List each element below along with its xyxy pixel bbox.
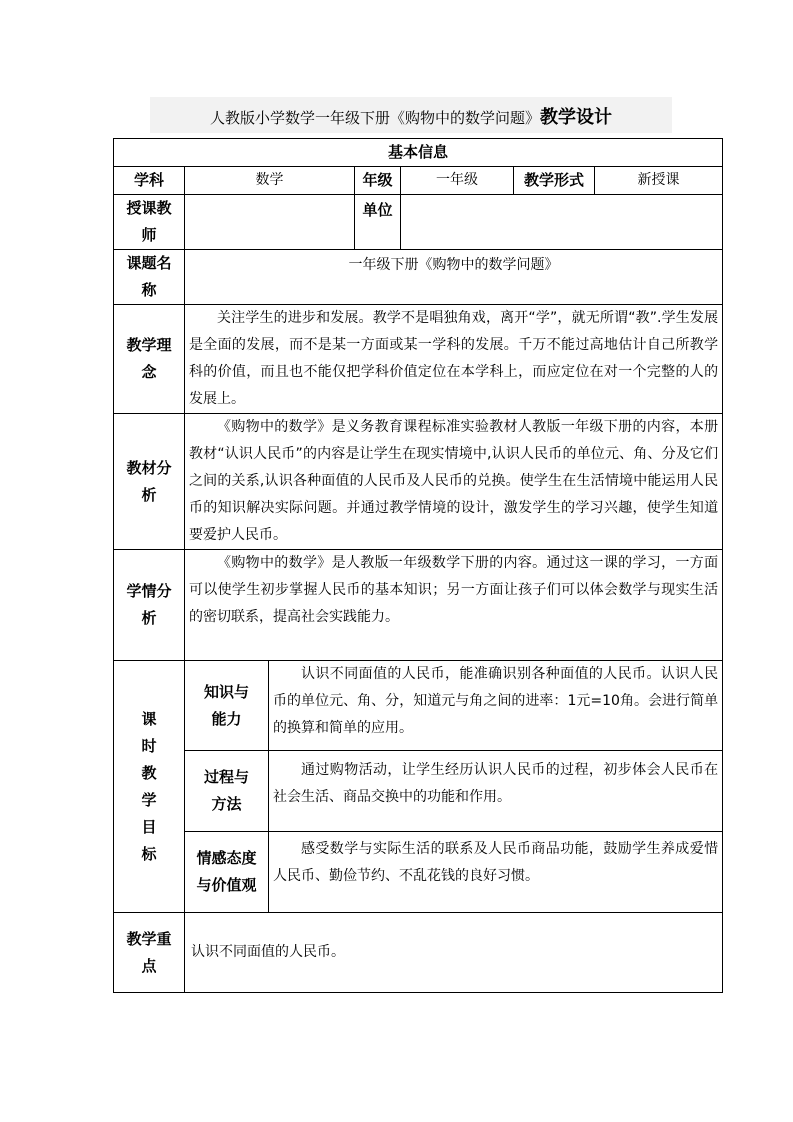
concept-row: [114, 305, 723, 414]
objectives-label-char: 时: [141, 736, 157, 755]
concept-label: 教学理念: [114, 305, 185, 414]
objective-row-attitude: [114, 832, 723, 913]
objective-attitude-cell: [269, 832, 723, 913]
teacher-value: [185, 195, 355, 250]
concept-cell: [185, 305, 723, 414]
objectives-label: [114, 661, 185, 913]
subject-row: [114, 167, 723, 195]
teacher-label: 授课教师: [114, 195, 185, 250]
material-cell: [185, 414, 723, 550]
objective-process-text: 通过购物活动，让学生经历认识人民币的过程，初步体会人民币在社会生活、商品交换中的功能和作用。: [273, 762, 719, 805]
material-text: 《购物中的数学》是义务教育课程标准实验教材人教版一年级下册的内容，本册教材“认识人民币”的内容是让学生在现实情境中,认识人民币的单位元、角、分及它们之间的关系,认识各种面值的人民币及人民币的兑换。使学生在生活情境中能运用人民币的知识解决实际问题。并通过教学情境的设计，激发学生的学习兴趣，使学生知道要爱护人民币。: [189, 419, 719, 543]
objective-process-cell: [269, 751, 723, 832]
objective-attitude-text: 感受数学与实际生活的联系及人民币商品功能，鼓励学生养成爱惜人民币、勤俭节约、不乱花钱的良好习惯。: [273, 841, 719, 884]
topic-row: [114, 250, 723, 305]
teaching-form-value: 新授课: [595, 167, 723, 195]
key-point-label: 教学重点: [114, 913, 185, 993]
topic-label: 课题名称: [114, 250, 185, 305]
unit-label: 单位: [355, 195, 401, 250]
teacher-row: [114, 195, 723, 250]
lesson-plan-table: [113, 138, 723, 993]
subject-label: 学科: [114, 167, 185, 195]
objective-row-knowledge: [114, 661, 723, 751]
objectives-label-char: 目: [141, 817, 157, 836]
objective-row-process: [114, 751, 723, 832]
objective-knowledge-cell: [269, 661, 723, 751]
objectives-label-char: 学: [141, 790, 157, 809]
objectives-label-char: 课: [141, 709, 157, 728]
topic-value: 一年级下册《购物中的数学问题》: [185, 250, 723, 305]
learner-cell: [185, 550, 723, 661]
basic-info-heading: 基本信息: [114, 139, 723, 167]
key-point-text: 认识不同面值的人民币。: [185, 913, 723, 993]
title-prefix: 人教版小学数学一年级下册《购物中的数学问题》: [209, 109, 540, 127]
learner-row: [114, 550, 723, 661]
material-label: 教材分析: [114, 414, 185, 550]
unit-value: [401, 195, 723, 250]
key-point-row: [114, 913, 723, 993]
objective-knowledge-label: 知识与能力: [185, 661, 269, 751]
basic-info-row: [114, 139, 723, 167]
document-title: [150, 103, 672, 129]
title-suffix: 教学设计: [540, 107, 612, 128]
grade-value: 一年级: [401, 167, 514, 195]
learner-label: 学情分析: [114, 550, 185, 661]
grade-label: 年级: [355, 167, 401, 195]
subject-value: 数学: [185, 167, 355, 195]
objectives-label-char: 标: [141, 844, 157, 863]
concept-text: 关注学生的进步和发展。教学不是唱独角戏，离开“学”，就无所谓“教”.学生发展是全面的发展，而不是某一方面或某一学科的发展。千万不能过高地估计自己所教学科的价值，而且也不能仅把学科价值定位在本学科上，而应定位在对一个完整的人的发展上。: [189, 310, 719, 407]
material-row: [114, 414, 723, 550]
objective-attitude-label: 情感态度与价值观: [185, 832, 269, 913]
objective-knowledge-text: 认识不同面值的人民币，能准确识别各种面值的人民币。认识人民币的单位元、角、分，知道元与角之间的进率：1元=10角。会进行简单的换算和简单的应用。: [273, 666, 719, 736]
objectives-label-char: 教: [141, 763, 157, 782]
teaching-form-label: 教学形式: [514, 167, 595, 195]
objective-process-label: 过程与方法: [185, 751, 269, 832]
learner-text: 《购物中的数学》是人教版一年级数学下册的内容。通过这一课的学习，一方面可以使学生初步掌握人民币的基本知识；另一方面让孩子们可以体会数学与现实生活的密切联系，提高社会实践能力。: [189, 555, 719, 625]
